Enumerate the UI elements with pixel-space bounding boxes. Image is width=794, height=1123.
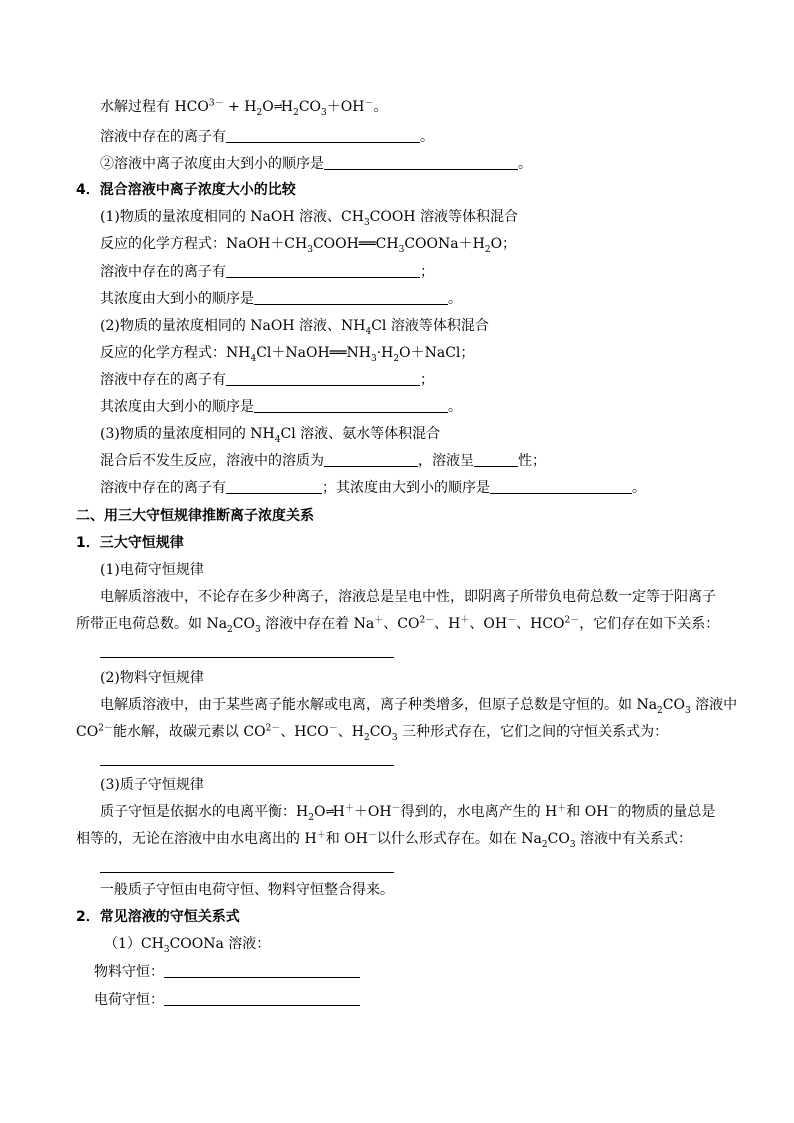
answer-blank[interactable]	[226, 371, 420, 386]
charge-conservation-field: 电荷守恒：	[94, 990, 360, 1010]
charge-conservation-text-1: 电解质溶液中，不论存在多少种离子，溶液总是呈电中性，即阴离子所带负电荷总数一定等于阳离子	[100, 589, 716, 605]
item-1-order: 其浓度由大到小的顺序是 。	[100, 291, 462, 307]
equilibrium-arrow-icon: ⇌	[273, 100, 281, 113]
answer-blank[interactable]	[226, 263, 420, 278]
answer-blank[interactable]	[324, 452, 418, 467]
proton-conservation-note: 一般质子守恒由电荷守恒、物料守恒整合得来。	[100, 882, 394, 898]
answer-blank[interactable]	[226, 479, 322, 494]
answer-line[interactable]	[100, 872, 394, 873]
proton-conservation-text-1: 质子守恒是依据水的电离平衡：$H_2O\rightleftharpoons H^++OH^-$得到的，水电离产生的 H＋和 OH－的物质的量总是	[100, 803, 716, 823]
subheading-1: 1．三大守恒规律	[76, 535, 184, 551]
item-1-equation: 反应的化学方程式：$NaOH+CH_3COOH══CH_3COONa+H_2O$；	[100, 236, 517, 255]
proton-conservation-text-2: 相等的，无论在溶液中由水电离出的 H＋和 OH－以什么形式存在。如在 $Na_2CO_3$ 溶液中有关系式：	[76, 830, 693, 850]
item-2-ions: 溶液中存在的离子有 ；	[100, 372, 434, 388]
answer-blank[interactable]	[164, 991, 360, 1006]
charge-conservation-text-2: 所带正电荷总数。如 $Na_2CO_3$ 溶液中存在着 Na＋、$CO^{2-}$、H＋、OH－、$HCO^{2-}$，它们存在如下关系：	[76, 615, 720, 635]
answer-blank[interactable]	[226, 128, 420, 143]
section-heading-4: 4．混合溶液中离子浓度大小的比较	[76, 182, 296, 198]
material-conservation-text-2: $CO^{2-}$能水解，故碳元素以 $CO^{2-}$、HCO－、$H_2CO_3$ 三种形式存在，它们之间的守恒关系式为：	[76, 723, 669, 743]
answer-blank[interactable]	[254, 290, 448, 305]
sodium-acetate-title: $(1)CH_3COONa$ 溶液：	[104, 936, 271, 955]
material-conservation-text-1: 电解质溶液中，由于某些离子能水解或电离，离子种类增多，但原子总数是守恒的。如 $Na_2CO_3$ 溶液中	[100, 697, 738, 716]
material-conservation-field: 物料守恒：	[94, 962, 360, 982]
proton-conservation-title: (3)质子守恒规律	[100, 777, 204, 793]
answer-blank[interactable]	[474, 452, 518, 467]
answer-blank[interactable]	[490, 479, 632, 494]
answer-blank[interactable]	[254, 398, 448, 413]
item-3-ions: 溶液中存在的离子有 ；其浓度由大到小的顺序是 。	[100, 480, 646, 496]
item-3-solute: 混合后不发生反应，溶液中的溶质为 ，溶液呈 性；	[100, 453, 546, 469]
item-2-order: 其浓度由大到小的顺序是 。	[100, 399, 462, 415]
item-1-ions: 溶液中存在的离子有 ；	[100, 264, 434, 280]
subheading-2: 2．常见溶液的守恒关系式	[76, 909, 240, 925]
material-conservation-title: (2)物料守恒规律	[100, 670, 204, 686]
equilibrium-arrow-icon: ⇌	[325, 805, 333, 818]
answer-line[interactable]	[100, 657, 394, 658]
answer-blank[interactable]	[324, 155, 518, 170]
order-line-1: ②溶液中离子浓度由大到小的顺序是 。	[100, 156, 532, 172]
item-2-equation: 反应的化学方程式：$NH_4Cl+NaOH══NH_3\cdot H_2O+NaCl$；	[100, 345, 475, 364]
charge-conservation-title: (1)电荷守恒规律	[100, 562, 204, 578]
section-heading-2: 二、用三大守恒规律推断离子浓度关系	[76, 508, 314, 524]
item-3-title: (3)物质的量浓度相同的 $NH_4Cl$ 溶液、氨水等体积混合	[100, 426, 441, 445]
answer-line[interactable]	[100, 765, 394, 766]
hydrolysis-equation: 水解过程有 $HCO^{3-}$ + $H_2O\rightleftharpoons H_2CO_3+OH^-$。	[100, 98, 388, 118]
answer-blank[interactable]	[164, 963, 360, 978]
item-2-title: (2)物质的量浓度相同的 NaOH 溶液、$NH_4Cl$ 溶液等体积混合	[100, 318, 489, 337]
ions-line-1: 溶液中存在的离子有 。	[100, 129, 434, 145]
item-1-title: (1)物质的量浓度相同的 NaOH 溶液、$CH_3COOH$ 溶液等体积混合	[100, 209, 518, 228]
